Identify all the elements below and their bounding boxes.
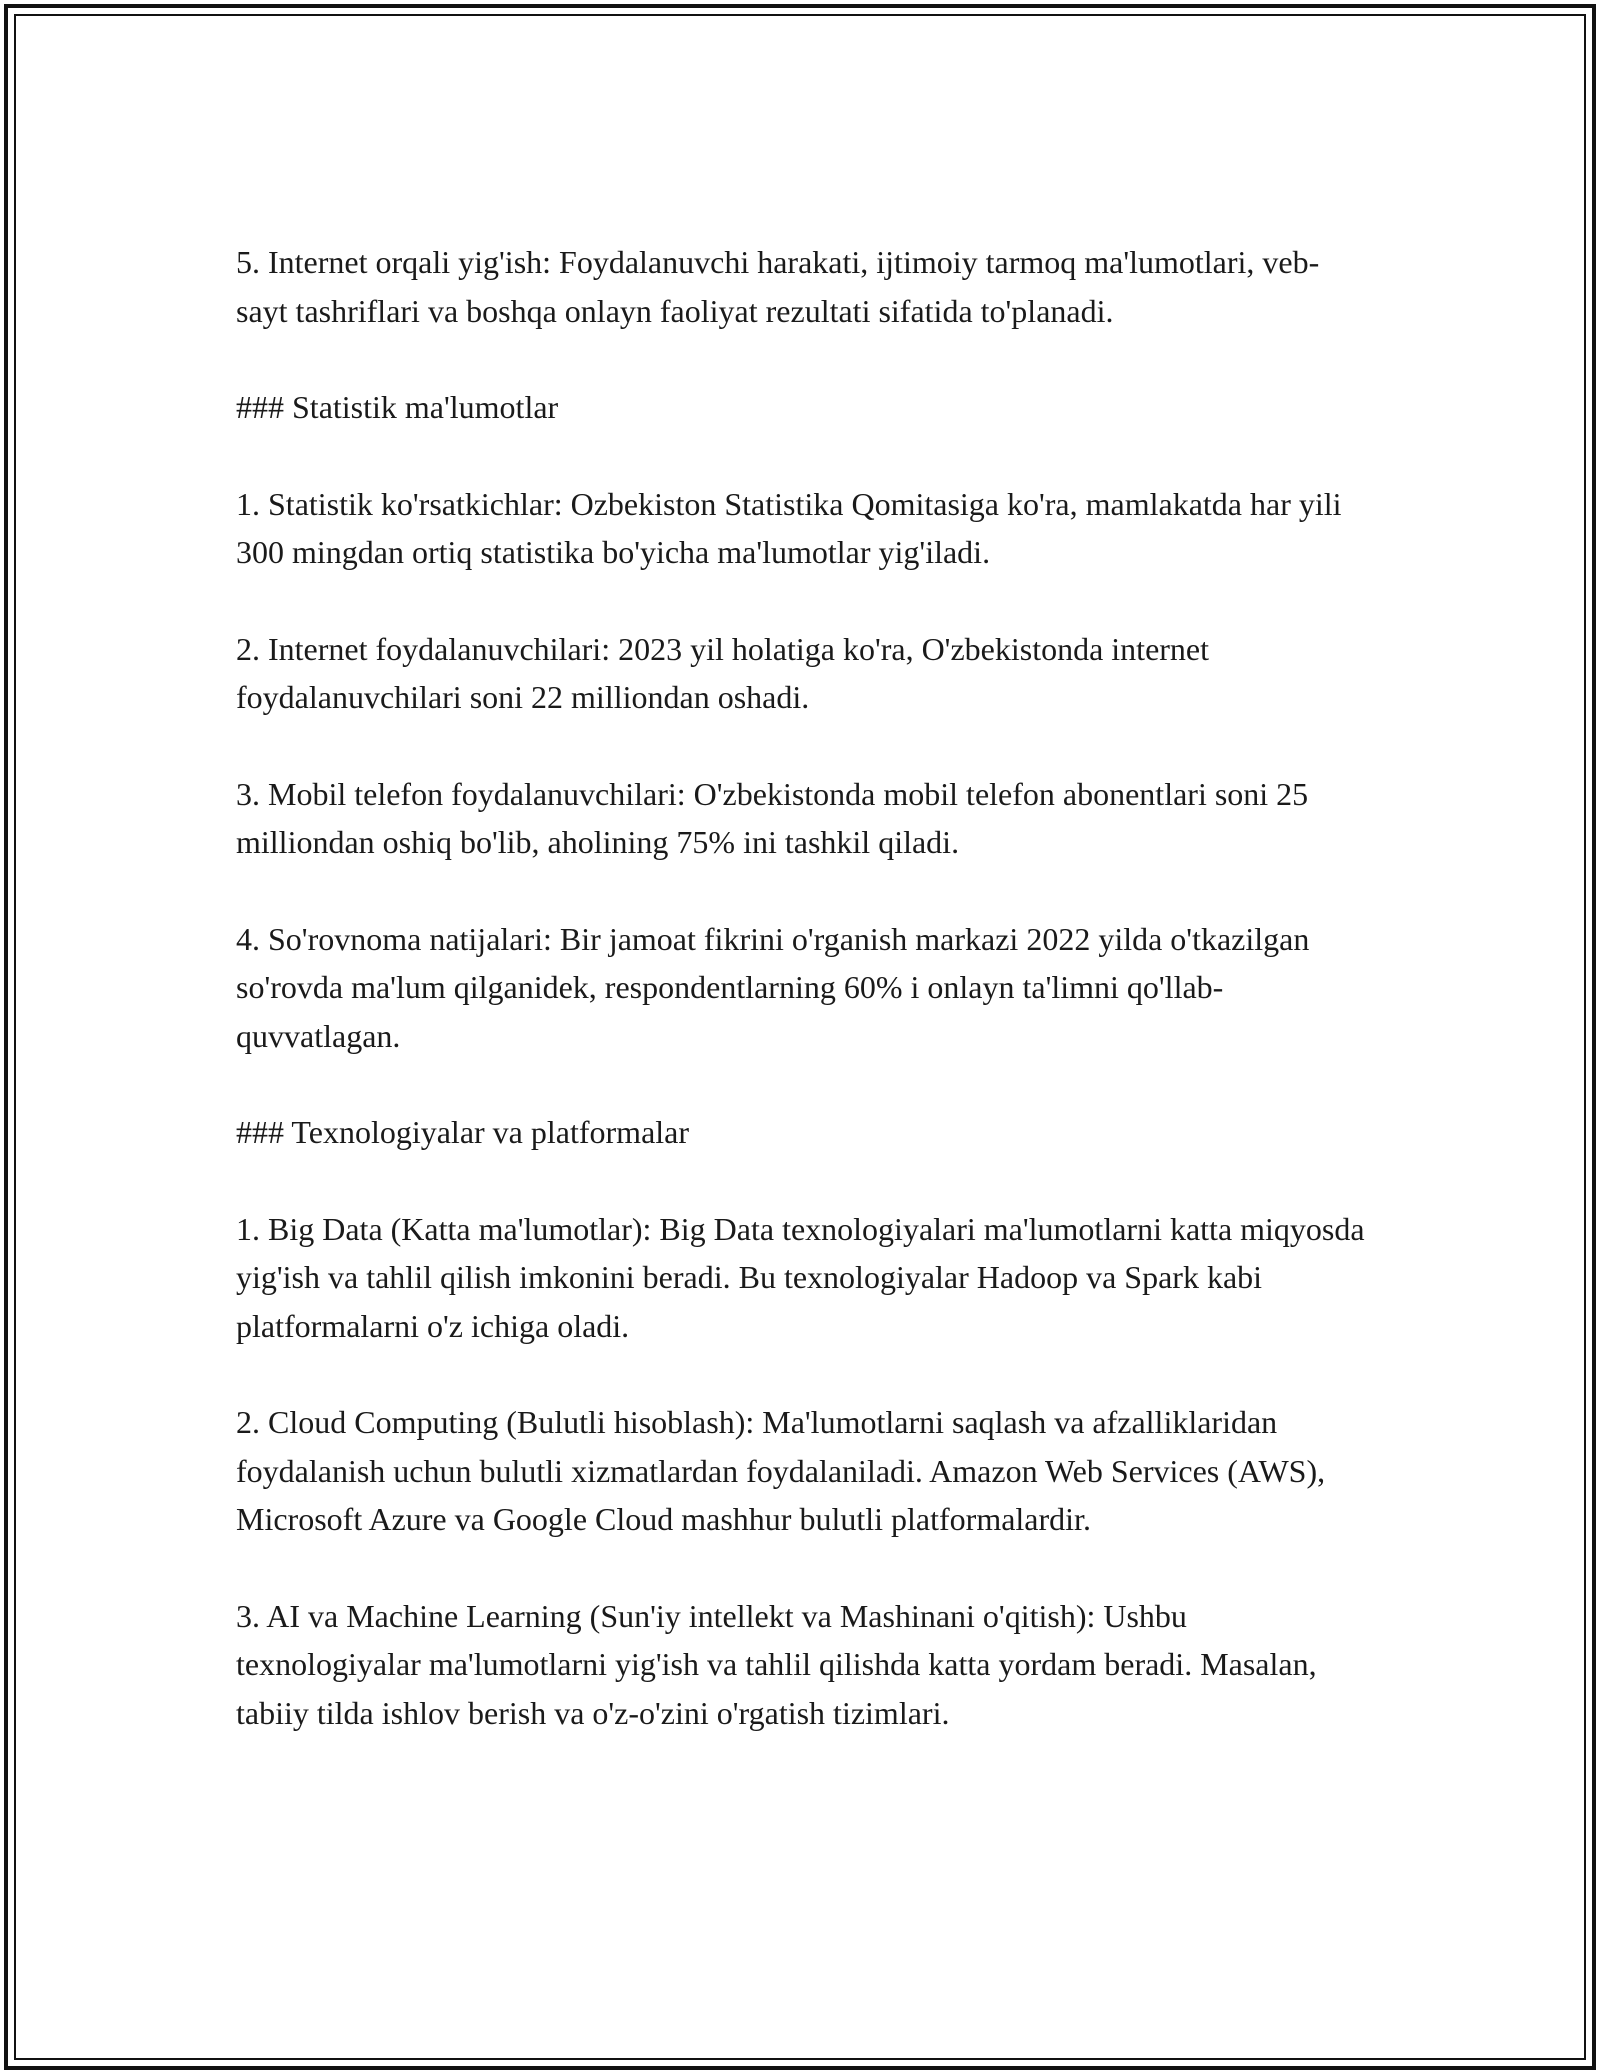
paragraph-internet-users: 2. Internet foydalanuvchilari: 2023 yil holatiga ko'ra, O'zbekistonda internet foydalanuvchilari soni 22 milliondan oshadi. <box>236 630 1210 715</box>
paragraph-ai-ml: 3. AI va Machine Learning (Sun'iy intellekt va Mashinani o'qitish): Ushbu texnologiyalar ma'lumotlarni yig'ish va tahlil qilishda katta yordam beradi. Masalan, tabiiy tilda ishlov berish va o'z-o'zini o'rgatish tizimlari. <box>236 1597 1317 1731</box>
paragraph-survey-results: 4. So'rovnoma natijalari: Bir jamoat fikrini o'rganish markazi 2022 yilda o'tkazilgan so'rovda ma'lum qilganidek, respondentlarning 60% i onlayn ta'limni qo'llab-quvvatlagan. <box>236 920 1310 1054</box>
paragraph-statistical-indicators: 1. Statistik ko'rsatkichlar: Ozbekiston Statistika Qomitasiga ko'ra, mamlakatda har yili 300 mingdan ortiq statistika bo'yicha ma'lumotlar yig'iladi. <box>236 485 1342 570</box>
paragraph-mobile-users: 3. Mobil telefon foydalanuvchilari: O'zbekistonda mobil telefon abonentlari soni 25 milliondan oshiq bo'lib, aholining 75% ini tashkil qiladi. <box>236 775 1309 860</box>
section-heading-technologies: ### Texnologiyalar va platformalar <box>236 1114 690 1150</box>
paragraph-internet-collection: 5. Internet orqali yig'ish: Foydalanuvchi harakati, ijtimoiy tarmoq ma'lumotlari, veb-sayt tashriflari va boshqa onlayn faoliyat rezultati sifatida to'planadi. <box>236 244 1320 329</box>
document-body <box>236 238 1366 1785</box>
paragraph-big-data: 1. Big Data (Katta ma'lumotlar): Big Data texnologiyalari ma'lumotlarni katta miqyosda yig'ish va tahlil qilish imkonini beradi. Bu texnologiyalar Hadoop va Spark kabi platformalarni o'z ichiga oladi. <box>236 1210 1365 1344</box>
paragraph-cloud-computing: 2. Cloud Computing (Bulutli hisoblash): Ma'lumotlarni saqlash va afzalliklaridan foydalanish uchun bulutli xizmatlardan foydalaniladi. Amazon Web Services (AWS), Microsoft Azure va Google Cloud mashhur bulutli platformalardir. <box>236 1404 1326 1537</box>
section-heading-statistics: ### Statistik ma'lumotlar <box>236 389 559 425</box>
